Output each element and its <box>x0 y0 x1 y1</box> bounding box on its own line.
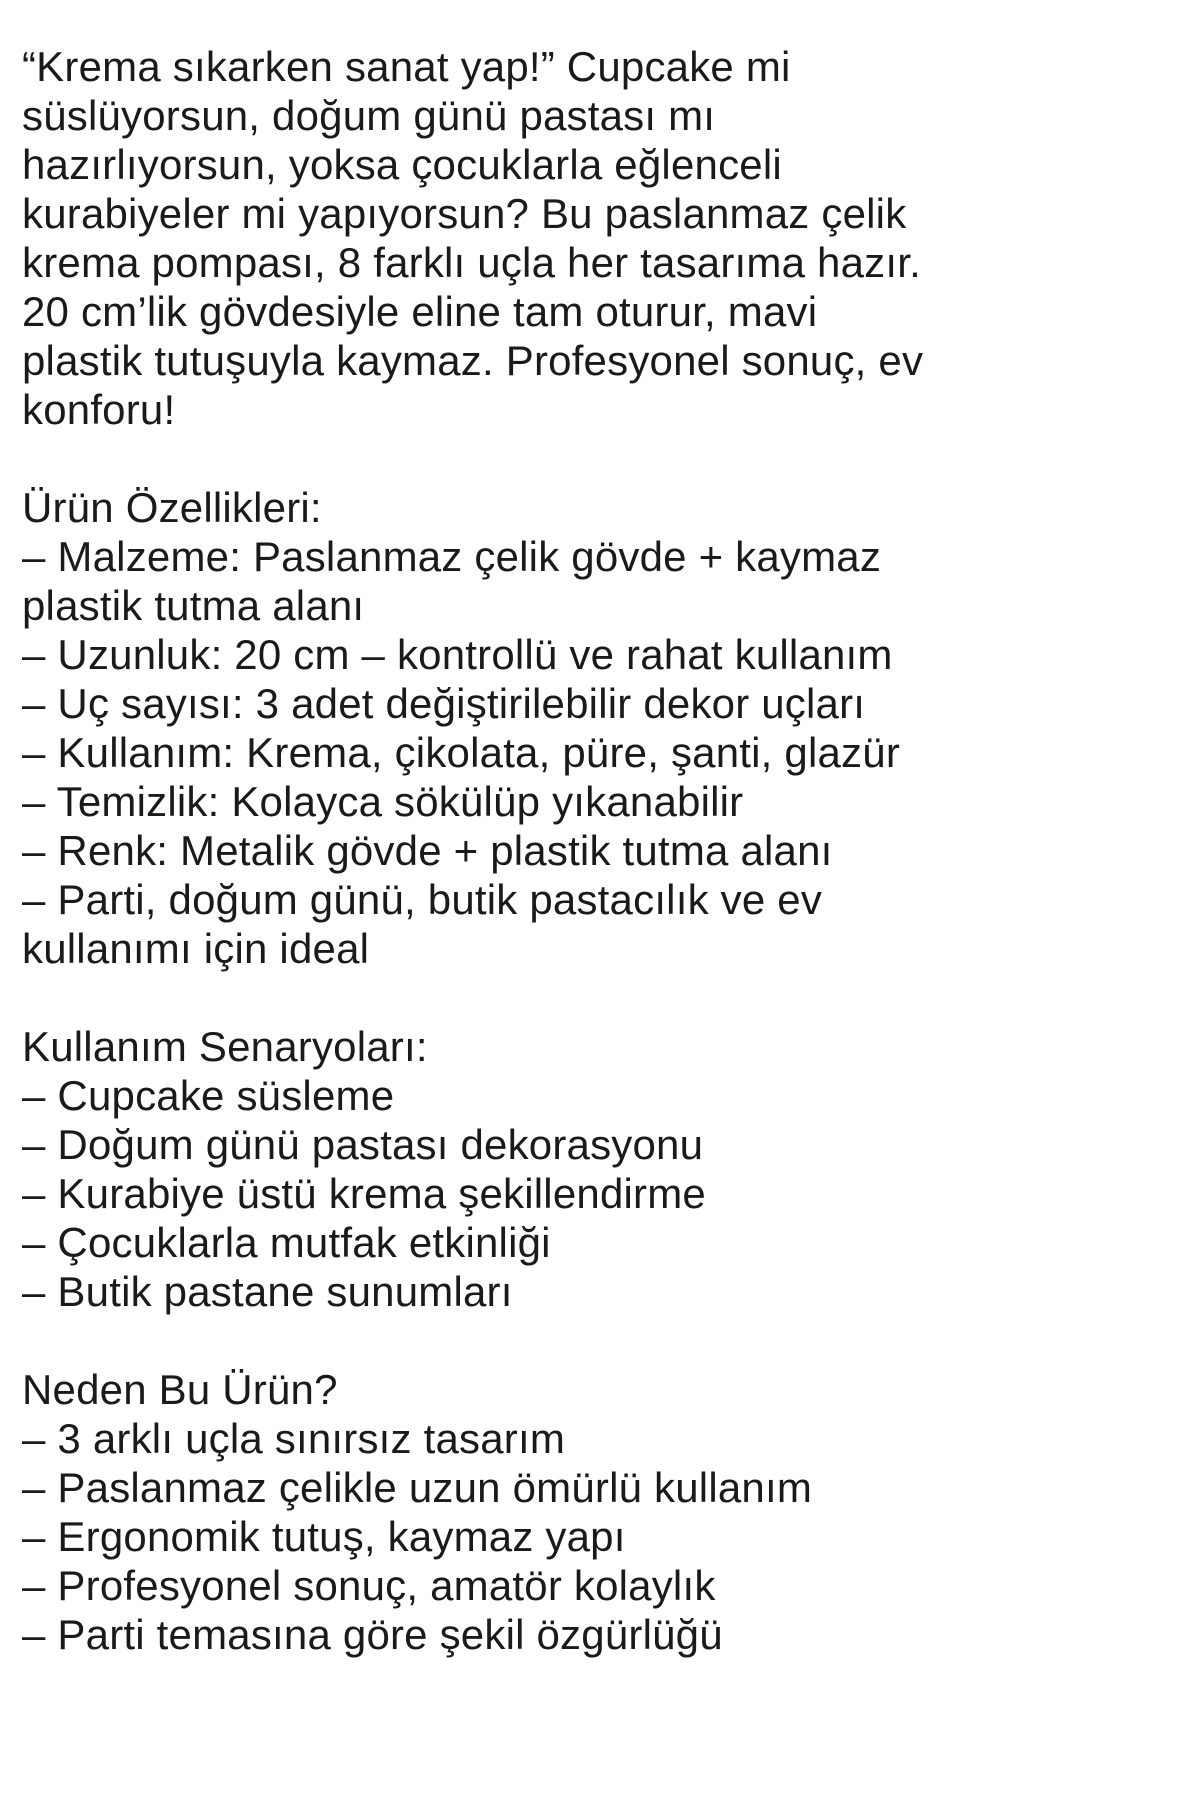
why-this-product-section <box>22 1365 1180 1659</box>
text-line: “Krema sıkarken sanat yap!” Cupcake mi <box>22 43 791 90</box>
text-line: – Profesyonel sonuç, amatör kolaylık <box>22 1562 716 1609</box>
text-line: – Çocuklarla mutfak etkinliği <box>22 1219 551 1266</box>
text-line: – Uzunluk: 20 cm – kontrollü ve rahat kullanım <box>22 631 893 678</box>
text-line: 20 cm’lik gövdesiyle eline tam oturur, mavi <box>22 288 818 335</box>
text-line: krema pompası, 8 farklı uçla her tasarıma hazır. <box>22 239 921 286</box>
text-line: – Butik pastane sunumları <box>22 1268 513 1315</box>
paragraph-lines <box>22 42 1180 434</box>
text-line: plastik tutma alanı <box>22 582 365 629</box>
text-line: – Renk: Metalik gövde + plastik tutma alanı <box>22 827 833 874</box>
usage-scenarios-heading: Kullanım Senaryoları: <box>22 1023 428 1070</box>
text-line: – Parti, doğum günü, butik pastacılık ve ev <box>22 876 823 923</box>
text-line: kullanımı için ideal <box>22 925 370 972</box>
usage-scenarios-lines <box>22 1071 1180 1316</box>
intro-paragraph <box>22 42 1180 434</box>
text-line: – Uç sayısı: 3 adet değiştirilebilir dekor uçları <box>22 680 866 727</box>
features-heading: Ürün Özellikleri: <box>22 484 322 531</box>
text-line: – Paslanmaz çelikle uzun ömürlü kullanım <box>22 1464 813 1511</box>
text-line: hazırlıyorsun, yoksa çocuklarla eğlenceli <box>22 141 782 188</box>
text-line: – Doğum günü pastası dekorasyonu <box>22 1121 704 1168</box>
text-line: konforu! <box>22 386 176 433</box>
why-this-product-lines <box>22 1414 1180 1659</box>
text-line: – Ergonomik tutuş, kaymaz yapı <box>22 1513 626 1560</box>
usage-scenarios-section <box>22 1022 1180 1316</box>
text-line: – Kurabiye üstü krema şekillendirme <box>22 1170 706 1217</box>
text-line: – 3 arklı uçla sınırsız tasarım <box>22 1415 566 1462</box>
text-line: – Cupcake süsleme <box>22 1072 395 1119</box>
text-line: – Temizlik: Kolayca sökülüp yıkanabilir <box>22 778 744 825</box>
text-line: – Malzeme: Paslanmaz çelik gövde + kaymaz <box>22 533 882 580</box>
why-this-product-heading: Neden Bu Ürün? <box>22 1366 338 1413</box>
text-line: kurabiyeler mi yapıyorsun? Bu paslanmaz çelik <box>22 190 907 237</box>
text-line: süslüyorsun, doğum günü pastası mı <box>22 92 716 139</box>
features-lines <box>22 532 1180 973</box>
text-line: – Parti temasına göre şekil özgürlüğü <box>22 1611 723 1658</box>
features-section <box>22 483 1180 973</box>
text-line: plastik tutuşuyla kaymaz. Profesyonel sonuç, ev <box>22 337 924 384</box>
text-line: – Kullanım: Krema, çikolata, püre, şanti, glazür <box>22 729 901 776</box>
